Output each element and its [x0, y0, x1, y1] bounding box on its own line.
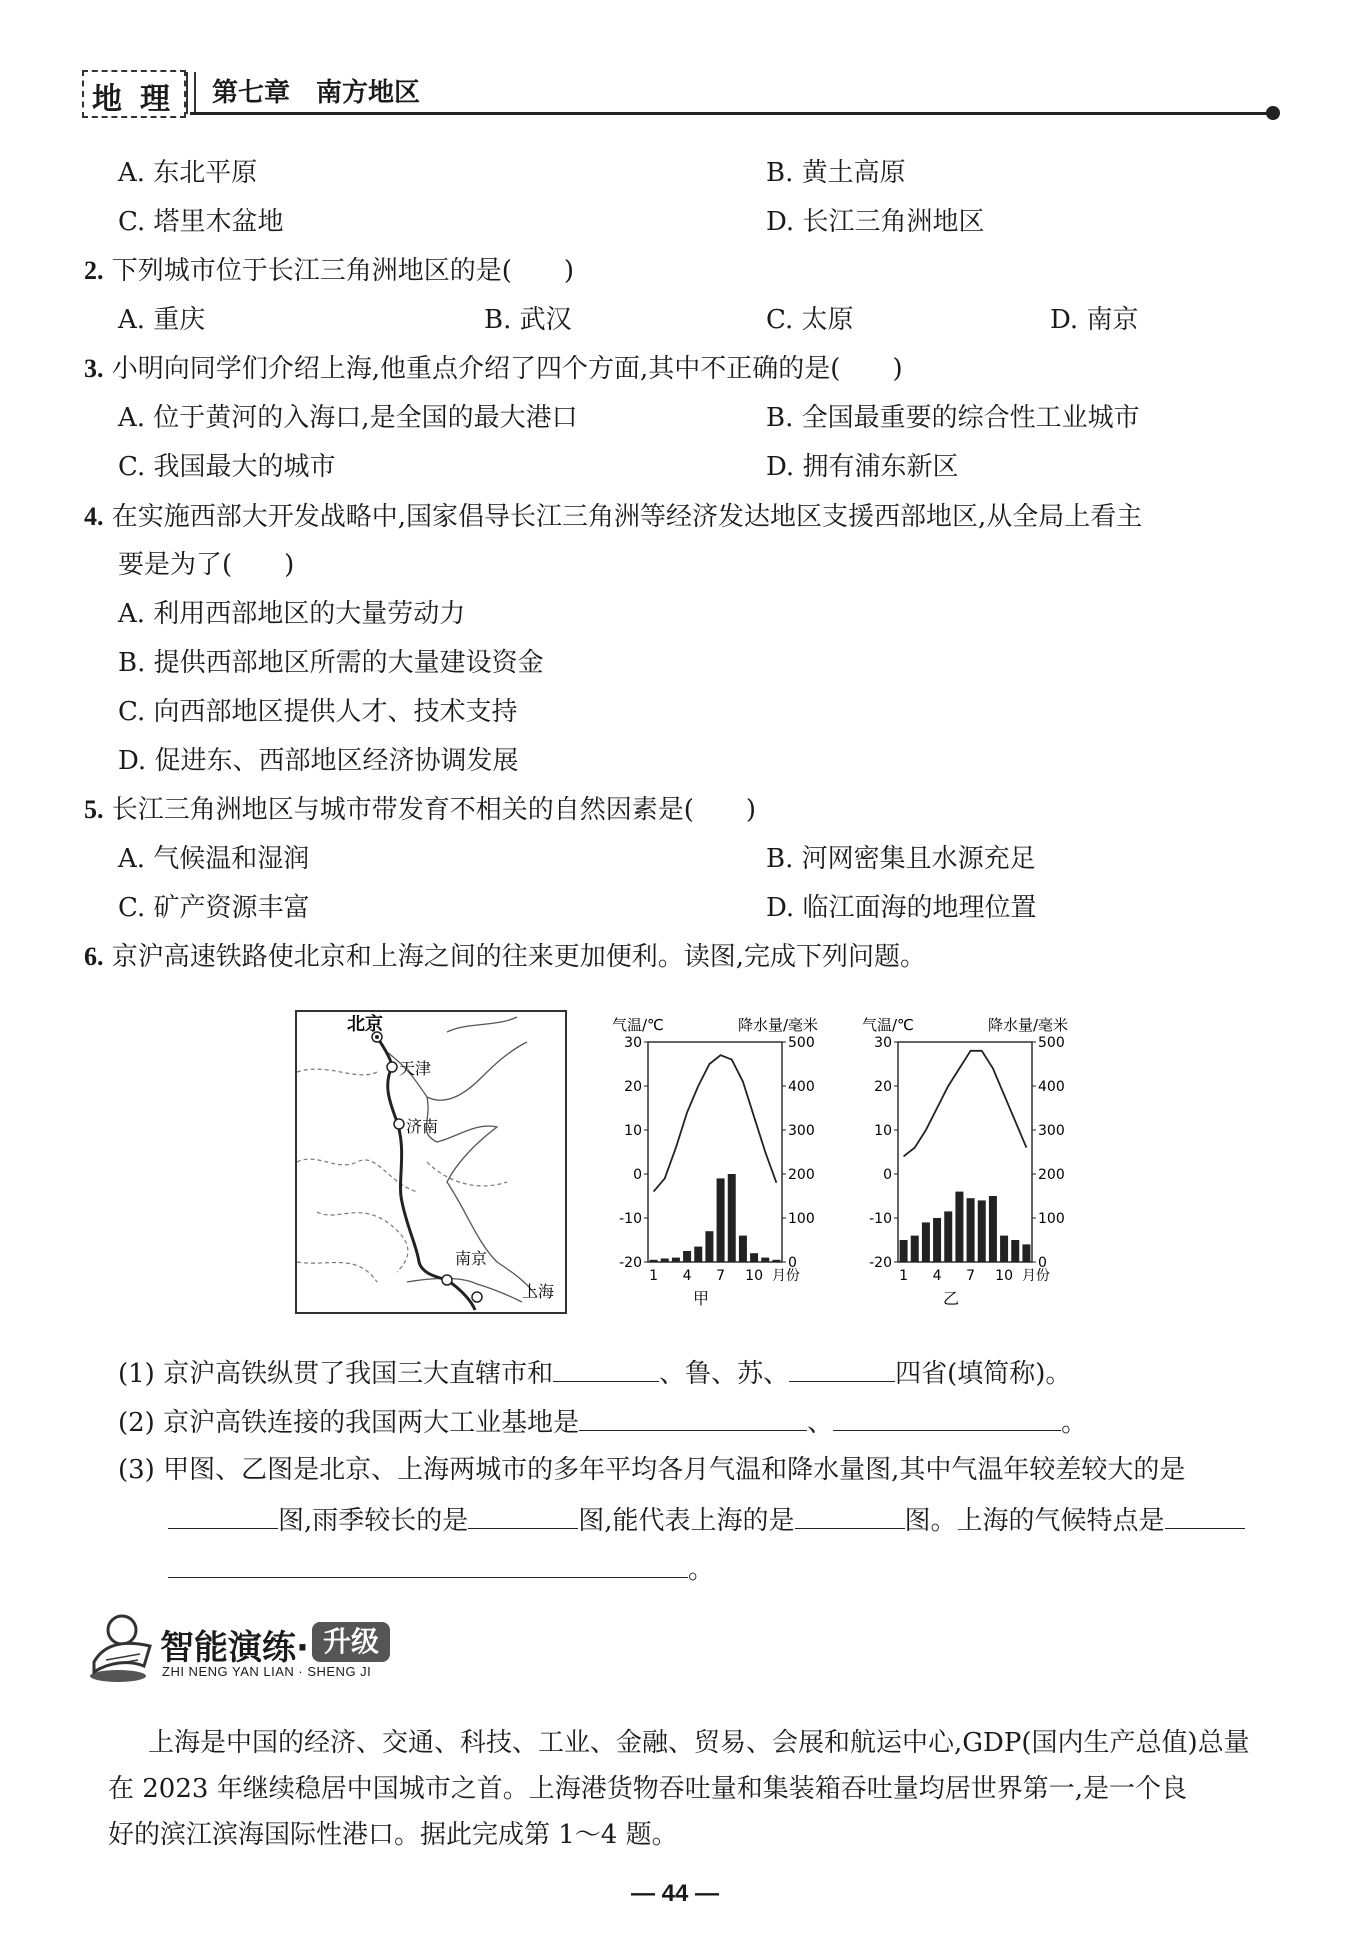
- map-label-tianjin: 天津: [399, 1059, 432, 1078]
- precip-bar: [717, 1178, 725, 1262]
- precip-bar: [683, 1251, 691, 1262]
- q1-option-c: C. 塔里木盆地: [118, 207, 284, 237]
- precip-bar: [911, 1236, 919, 1262]
- section-subtitle: ZHI NENG YAN LIAN · SHENG JI: [162, 1664, 372, 1679]
- question-number: 3.: [84, 354, 104, 383]
- sub3-text-b: 图,能代表上海的是: [578, 1506, 795, 1536]
- precip-bar: [978, 1200, 986, 1262]
- q5-option-b: B. 河网密集且水源充足: [766, 844, 1036, 874]
- tick-label-left: -20: [869, 1255, 892, 1271]
- precip-bar: [944, 1211, 952, 1262]
- q1-option-a: A. 东北平原: [118, 158, 258, 188]
- sub1-text-a: (1) 京沪高铁纵贯了我国三大直辖市和: [118, 1359, 554, 1389]
- question-number: 5.: [84, 795, 104, 824]
- tick-label-x: 7: [716, 1268, 726, 1284]
- question-4: [84, 500, 1142, 534]
- precip-bar: [728, 1174, 736, 1262]
- tick-label-left: 30: [624, 1035, 642, 1051]
- section-title: 智能演练·: [160, 1628, 309, 1668]
- tick-label-right: 200: [788, 1167, 815, 1183]
- answer-blank[interactable]: [579, 1404, 807, 1431]
- map-label-shanghai: 上海: [522, 1282, 555, 1301]
- answer-blank[interactable]: [789, 1355, 895, 1382]
- question-3: [84, 352, 903, 386]
- q1-option-b: B. 黄土高原: [766, 158, 906, 188]
- precip-bar: [955, 1192, 963, 1262]
- tick-label-right: 300: [788, 1123, 815, 1139]
- chart-xlabel: 月份: [771, 1268, 800, 1284]
- map-label-nanjing: 南京: [455, 1249, 488, 1268]
- header-divider: [186, 72, 196, 114]
- q1-option-d: D. 长江三角洲地区: [766, 207, 985, 237]
- question-number: 2.: [84, 256, 104, 285]
- tick-label-left: 10: [874, 1123, 892, 1139]
- sub2-text-a: (2) 京沪高铁连接的我国两大工业基地是: [118, 1408, 580, 1438]
- tick-label-x: 10: [995, 1268, 1013, 1284]
- question-stem: 在实施西部大开发战略中,国家倡导长江三角洲等经济发达地区支援西部地区,从全局上看主: [111, 502, 1143, 532]
- tick-label-right: 100: [1038, 1211, 1065, 1227]
- jinan-marker: [394, 1119, 404, 1129]
- q2-option-a: A. 重庆: [118, 305, 206, 335]
- q4-option-c: C. 向西部地区提供人才、技术支持: [118, 697, 518, 727]
- reader-icon: [84, 1610, 160, 1686]
- precip-bar: [661, 1258, 669, 1262]
- precip-bar: [694, 1247, 702, 1262]
- q4-option-a: A. 利用西部地区的大量劳动力: [118, 599, 466, 629]
- precip-bar: [705, 1231, 713, 1262]
- tick-label-right: 500: [1038, 1035, 1065, 1051]
- subject-char: 理: [140, 82, 170, 117]
- tianjin-marker: [387, 1062, 397, 1072]
- tick-label-right: 0: [788, 1255, 797, 1271]
- tick-label-right: 400: [1038, 1079, 1065, 1095]
- precip-bar: [1011, 1240, 1019, 1262]
- answer-blank[interactable]: [168, 1502, 278, 1529]
- q3-option-d: D. 拥有浦东新区: [766, 452, 959, 482]
- question-stem: 长江三角洲地区与城市带发育不相关的自然因素是( ): [111, 795, 757, 825]
- q3-option-b: B. 全国最重要的综合性工业城市: [766, 403, 1140, 433]
- tick-label-right: 100: [788, 1211, 815, 1227]
- sub3-end: 。: [688, 1555, 715, 1585]
- tick-label-left: 30: [874, 1035, 892, 1051]
- precip-bar: [761, 1258, 769, 1262]
- section-badge: 升级: [312, 1622, 390, 1662]
- page-number-value: 44: [661, 1880, 689, 1907]
- q2-option-d: D. 南京: [1050, 305, 1139, 335]
- tick-label-right: 0: [1038, 1255, 1047, 1271]
- precip-bar: [750, 1253, 758, 1262]
- page-number: — 44 —: [630, 1880, 720, 1907]
- precip-bar: [1000, 1236, 1008, 1262]
- chart-xlabel: 月份: [1021, 1268, 1050, 1284]
- tick-label-left: 10: [624, 1123, 642, 1139]
- q2-option-c: C. 太原: [766, 305, 854, 335]
- q5-option-d: D. 临江面海的地理位置: [766, 893, 1037, 923]
- tick-label-right: 200: [1038, 1167, 1065, 1183]
- precip-bar: [672, 1258, 680, 1262]
- chart-ylabel-left: 气温/℃: [862, 1016, 914, 1034]
- chart-ylabel-right: 降水量/毫米: [738, 1016, 819, 1034]
- tick-label-right: 300: [1038, 1123, 1065, 1139]
- q6-sub3-line3: [168, 1551, 714, 1587]
- answer-blank[interactable]: [168, 1551, 688, 1578]
- tick-label-left: 20: [624, 1079, 642, 1095]
- subject-char: 地: [92, 82, 122, 117]
- tick-label-left: -20: [619, 1255, 642, 1271]
- chart-ylabel-right: 降水量/毫米: [988, 1016, 1069, 1034]
- precip-bar: [739, 1236, 747, 1262]
- answer-blank[interactable]: [553, 1355, 659, 1382]
- tick-label-left: -10: [869, 1211, 892, 1227]
- tick-label-left: 20: [874, 1079, 892, 1095]
- climate-chart-yi: [860, 1012, 1100, 1322]
- tick-label-x: 7: [966, 1268, 976, 1284]
- precip-bar: [772, 1260, 780, 1262]
- q3-option-c: C. 我国最大的城市: [118, 452, 336, 482]
- question-number: 6.: [84, 942, 104, 971]
- precip-bar: [967, 1198, 975, 1262]
- question-6: [84, 940, 926, 974]
- shanghai-marker: [472, 1292, 482, 1302]
- nanjing-marker: [442, 1275, 452, 1285]
- question-stem: 小明向同学们介绍上海,他重点介绍了四个方面,其中不正确的是( ): [111, 354, 903, 384]
- passage-line-1: 上海是中国的经济、交通、科技、工业、金融、贸易、会展和航运中心,GDP(国内生产总值)总量: [148, 1728, 1250, 1758]
- q3-option-a: A. 位于黄河的入海口,是全国的最大港口: [118, 403, 578, 433]
- precip-bar: [1022, 1244, 1030, 1262]
- tick-label-x: 4: [682, 1268, 692, 1284]
- precip-bar: [989, 1196, 997, 1262]
- chart-title: 甲: [692, 1289, 710, 1308]
- header-rule-dot: [1266, 106, 1280, 120]
- sub1-text-b: 、鲁、苏、: [659, 1359, 790, 1389]
- rail-map: [295, 1010, 567, 1314]
- tick-label-x: 1: [899, 1268, 909, 1284]
- map-drawing: [297, 1012, 565, 1312]
- question-4-stem-cont: 要是为了( ): [118, 550, 295, 580]
- question-stem: 京沪高速铁路使北京和上海之间的往来更加便利。读图,完成下列问题。: [111, 942, 927, 972]
- q6-sub1: [118, 1355, 1071, 1391]
- map-label-beijing: 北京: [347, 1014, 383, 1035]
- tick-label-x: 1: [649, 1268, 659, 1284]
- sub2-text-b: 、: [807, 1408, 834, 1438]
- passage-line-2: 在 2023 年继续稳居中国城市之首。上海港货物吞吐量和集装箱吞吐量均居世界第一,是一个良: [108, 1774, 1187, 1804]
- map-label-jinan: 济南: [406, 1117, 439, 1136]
- q4-option-d: D. 促进东、西部地区经济协调发展: [118, 746, 519, 776]
- sub2-text-c: 。: [1061, 1408, 1088, 1438]
- question-5: [84, 793, 756, 827]
- chart-frame: [648, 1042, 782, 1262]
- chart-title: 乙: [942, 1289, 960, 1308]
- sub3-text-c: 图。上海的气候特点是: [904, 1506, 1165, 1536]
- tick-label-right: 400: [788, 1079, 815, 1095]
- q5-option-c: C. 矿产资源丰富: [118, 893, 310, 923]
- precip-bar: [900, 1240, 908, 1262]
- precip-bar: [650, 1260, 658, 1262]
- q6-sub3-line1: (3) 甲图、乙图是北京、上海两城市的多年平均各月气温和降水量图,其中气温年较差较大的是: [118, 1455, 1186, 1485]
- sub3-text-a: 图,雨季较长的是: [278, 1506, 469, 1536]
- tick-label-left: -10: [619, 1211, 642, 1227]
- temperature-line: [904, 1051, 1027, 1157]
- precip-bar: [922, 1222, 930, 1262]
- header-rule: [190, 112, 1274, 115]
- precip-bar: [933, 1218, 941, 1262]
- question-2: [84, 254, 574, 288]
- q6-sub2: [118, 1404, 1087, 1440]
- question-number: 4.: [84, 502, 104, 531]
- tick-label-x: 4: [932, 1268, 942, 1284]
- q4-option-b: B. 提供西部地区所需的大量建设资金: [118, 648, 544, 678]
- tick-label-x: 10: [745, 1268, 763, 1284]
- q2-option-b: B. 武汉: [484, 305, 572, 335]
- q6-sub3-line2: [168, 1502, 1245, 1538]
- answer-blank[interactable]: [1165, 1502, 1245, 1529]
- temperature-line: [654, 1055, 777, 1191]
- answer-blank[interactable]: [795, 1502, 905, 1529]
- passage-line-3: 好的滨江滨海国际性港口。据此完成第 1～4 题。: [108, 1820, 678, 1850]
- chart-ylabel-left: 气温/℃: [612, 1016, 664, 1034]
- tick-label-left: 0: [633, 1167, 642, 1183]
- tick-label-right: 500: [788, 1035, 815, 1051]
- sub1-text-c: 四省(填简称)。: [895, 1359, 1072, 1389]
- tick-label-left: 0: [883, 1167, 892, 1183]
- question-stem: 下列城市位于长江三角洲地区的是( ): [111, 256, 575, 286]
- chart-frame: [898, 1042, 1032, 1262]
- answer-blank[interactable]: [468, 1502, 578, 1529]
- q5-option-a: A. 气候温和湿润: [118, 844, 310, 874]
- answer-blank[interactable]: [833, 1404, 1061, 1431]
- climate-chart-jia: [610, 1012, 850, 1322]
- chapter-title: 第七章 南方地区: [212, 78, 421, 108]
